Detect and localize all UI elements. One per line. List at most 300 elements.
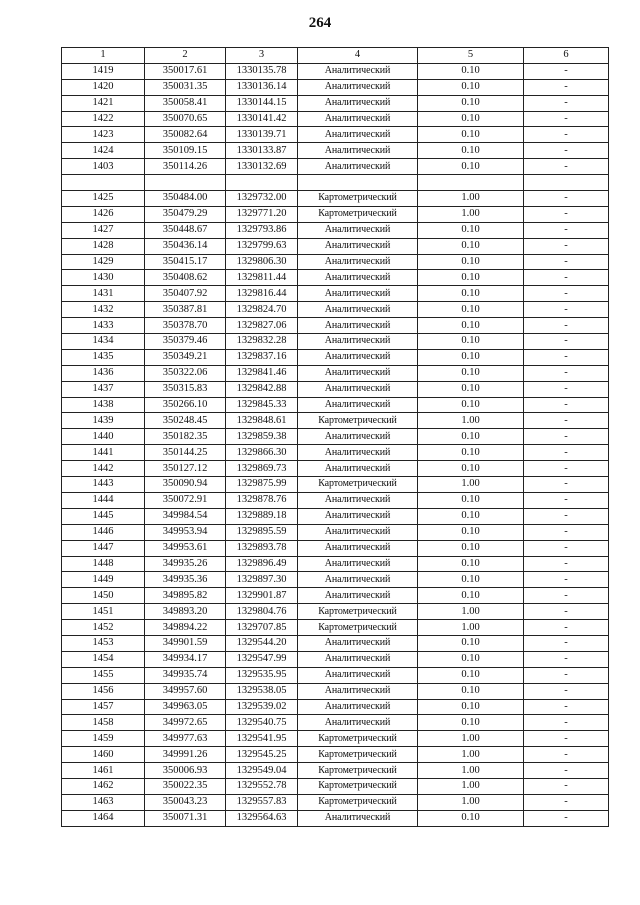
table-row bbox=[62, 302, 609, 318]
cell-note: - bbox=[524, 63, 609, 79]
cell-note: - bbox=[524, 524, 609, 540]
cell-accuracy: 1.00 bbox=[418, 778, 524, 794]
table-row bbox=[62, 191, 609, 207]
cell-point-number: 1447 bbox=[62, 540, 145, 556]
cell-method: Аналитический bbox=[298, 810, 418, 826]
cell-x-coordinate: 350090.94 bbox=[145, 477, 226, 493]
cell-x-coordinate: 350248.45 bbox=[145, 413, 226, 429]
cell-accuracy: 0.10 bbox=[418, 63, 524, 79]
cell-note: - bbox=[524, 477, 609, 493]
cell-note: - bbox=[524, 381, 609, 397]
cell-x-coordinate: 349991.26 bbox=[145, 747, 226, 763]
table-row bbox=[62, 318, 609, 334]
table-row bbox=[62, 667, 609, 683]
cell-note: - bbox=[524, 397, 609, 413]
table-row bbox=[62, 477, 609, 493]
cell-y-coordinate: 1329893.78 bbox=[226, 540, 298, 556]
cell-y-coordinate: 1329545.25 bbox=[226, 747, 298, 763]
cell-note: - bbox=[524, 715, 609, 731]
cell-point-number: 1432 bbox=[62, 302, 145, 318]
cell-accuracy: 0.10 bbox=[418, 492, 524, 508]
cell-note: - bbox=[524, 763, 609, 779]
header-cell-4: 4 bbox=[298, 48, 418, 64]
table-row bbox=[62, 349, 609, 365]
cell-note: - bbox=[524, 651, 609, 667]
cell-note: - bbox=[524, 731, 609, 747]
cell-accuracy: 0.10 bbox=[418, 397, 524, 413]
cell-note bbox=[524, 175, 609, 191]
cell-note: - bbox=[524, 127, 609, 143]
cell-x-coordinate: 349895.82 bbox=[145, 588, 226, 604]
cell-y-coordinate: 1329552.78 bbox=[226, 778, 298, 794]
table-row bbox=[62, 365, 609, 381]
cell-point-number: 1436 bbox=[62, 365, 145, 381]
cell-x-coordinate: 349963.05 bbox=[145, 699, 226, 715]
header-row bbox=[62, 48, 609, 64]
cell-y-coordinate: 1329841.46 bbox=[226, 365, 298, 381]
cell-point-number: 1453 bbox=[62, 635, 145, 651]
cell-method: Аналитический bbox=[298, 159, 418, 175]
cell-method: Аналитический bbox=[298, 445, 418, 461]
cell-method: Аналитический bbox=[298, 540, 418, 556]
cell-x-coordinate: 350322.06 bbox=[145, 365, 226, 381]
table-row bbox=[62, 206, 609, 222]
cell-y-coordinate: 1329732.00 bbox=[226, 191, 298, 207]
cell-note: - bbox=[524, 572, 609, 588]
cell-y-coordinate: 1329811.44 bbox=[226, 270, 298, 286]
cell-x-coordinate: 349935.26 bbox=[145, 556, 226, 572]
cell-point-number: 1460 bbox=[62, 747, 145, 763]
cell-method: Аналитический bbox=[298, 715, 418, 731]
cell-note: - bbox=[524, 683, 609, 699]
cell-point-number: 1430 bbox=[62, 270, 145, 286]
cell-x-coordinate: 349953.94 bbox=[145, 524, 226, 540]
cell-accuracy: 0.10 bbox=[418, 302, 524, 318]
cell-note: - bbox=[524, 365, 609, 381]
cell-method: Аналитический bbox=[298, 302, 418, 318]
cell-point-number: 1449 bbox=[62, 572, 145, 588]
cell-x-coordinate: 349957.60 bbox=[145, 683, 226, 699]
cell-x-coordinate: 350070.65 bbox=[145, 111, 226, 127]
cell-point-number: 1452 bbox=[62, 620, 145, 636]
table-row bbox=[62, 127, 609, 143]
page-number: 264 bbox=[308, 15, 332, 31]
cell-accuracy: 0.10 bbox=[418, 556, 524, 572]
cell-point-number: 1463 bbox=[62, 794, 145, 810]
cell-method: Аналитический bbox=[298, 492, 418, 508]
cell-accuracy: 0.10 bbox=[418, 588, 524, 604]
cell-x-coordinate: 349977.63 bbox=[145, 731, 226, 747]
cell-y-coordinate: 1329859.38 bbox=[226, 429, 298, 445]
cell-x-coordinate: 350114.26 bbox=[145, 159, 226, 175]
cell-x-coordinate: 350479.29 bbox=[145, 206, 226, 222]
cell-accuracy: 0.10 bbox=[418, 318, 524, 334]
cell-point-number bbox=[62, 175, 145, 191]
cell-accuracy: 0.10 bbox=[418, 143, 524, 159]
cell-y-coordinate: 1330139.71 bbox=[226, 127, 298, 143]
cell-accuracy: 0.10 bbox=[418, 334, 524, 350]
cell-note: - bbox=[524, 540, 609, 556]
cell-method: Картометрический bbox=[298, 206, 418, 222]
cell-point-number: 1431 bbox=[62, 286, 145, 302]
cell-method: Аналитический bbox=[298, 270, 418, 286]
cell-accuracy: 0.10 bbox=[418, 381, 524, 397]
cell-method: Картометрический bbox=[298, 604, 418, 620]
cell-x-coordinate: 350408.62 bbox=[145, 270, 226, 286]
cell-method: Картометрический bbox=[298, 191, 418, 207]
cell-x-coordinate: 350379.46 bbox=[145, 334, 226, 350]
cell-x-coordinate: 349935.36 bbox=[145, 572, 226, 588]
table-row bbox=[62, 79, 609, 95]
cell-accuracy: 0.10 bbox=[418, 95, 524, 111]
cell-x-coordinate: 349935.74 bbox=[145, 667, 226, 683]
cell-method: Аналитический bbox=[298, 556, 418, 572]
cell-accuracy: 0.10 bbox=[418, 238, 524, 254]
cell-accuracy: 1.00 bbox=[418, 191, 524, 207]
cell-method: Аналитический bbox=[298, 397, 418, 413]
cell-point-number: 1461 bbox=[62, 763, 145, 779]
cell-y-coordinate: 1330133.87 bbox=[226, 143, 298, 159]
table-row bbox=[62, 651, 609, 667]
cell-point-number: 1433 bbox=[62, 318, 145, 334]
cell-point-number: 1427 bbox=[62, 222, 145, 238]
cell-point-number: 1442 bbox=[62, 461, 145, 477]
cell-point-number: 1428 bbox=[62, 238, 145, 254]
cell-note: - bbox=[524, 413, 609, 429]
cell-accuracy: 0.10 bbox=[418, 254, 524, 270]
cell-y-coordinate: 1329901.87 bbox=[226, 588, 298, 604]
cell-x-coordinate: 349893.20 bbox=[145, 604, 226, 620]
table-row bbox=[62, 254, 609, 270]
cell-y-coordinate: 1329827.06 bbox=[226, 318, 298, 334]
cell-x-coordinate: 349953.61 bbox=[145, 540, 226, 556]
cell-y-coordinate: 1329771.20 bbox=[226, 206, 298, 222]
table-row bbox=[62, 95, 609, 111]
cell-point-number: 1451 bbox=[62, 604, 145, 620]
cell-x-coordinate: 350043.23 bbox=[145, 794, 226, 810]
table-row bbox=[62, 540, 609, 556]
cell-x-coordinate: 350082.64 bbox=[145, 127, 226, 143]
cell-accuracy: 0.10 bbox=[418, 651, 524, 667]
cell-point-number: 1441 bbox=[62, 445, 145, 461]
cell-point-number: 1434 bbox=[62, 334, 145, 350]
cell-accuracy: 0.10 bbox=[418, 445, 524, 461]
cell-note: - bbox=[524, 334, 609, 350]
cell-x-coordinate: 350017.61 bbox=[145, 63, 226, 79]
cell-y-coordinate: 1329895.59 bbox=[226, 524, 298, 540]
cell-point-number: 1445 bbox=[62, 508, 145, 524]
table-row bbox=[62, 445, 609, 461]
cell-point-number: 1450 bbox=[62, 588, 145, 604]
table-row bbox=[62, 763, 609, 779]
cell-note: - bbox=[524, 254, 609, 270]
cell-note: - bbox=[524, 349, 609, 365]
cell-x-coordinate: 349984.54 bbox=[145, 508, 226, 524]
cell-x-coordinate: 349894.22 bbox=[145, 620, 226, 636]
cell-accuracy: 0.10 bbox=[418, 524, 524, 540]
cell-x-coordinate: 350031.35 bbox=[145, 79, 226, 95]
cell-note: - bbox=[524, 270, 609, 286]
cell-y-coordinate: 1329878.76 bbox=[226, 492, 298, 508]
cell-accuracy: 0.10 bbox=[418, 715, 524, 731]
header-cell-6: 6 bbox=[524, 48, 609, 64]
cell-note: - bbox=[524, 79, 609, 95]
cell-x-coordinate: 350436.14 bbox=[145, 238, 226, 254]
cell-point-number: 1454 bbox=[62, 651, 145, 667]
cell-point-number: 1458 bbox=[62, 715, 145, 731]
cell-accuracy: 0.10 bbox=[418, 508, 524, 524]
cell-point-number: 1423 bbox=[62, 127, 145, 143]
cell-y-coordinate: 1329544.20 bbox=[226, 635, 298, 651]
cell-method: Аналитический bbox=[298, 143, 418, 159]
cell-x-coordinate: 350071.31 bbox=[145, 810, 226, 826]
cell-note: - bbox=[524, 238, 609, 254]
cell-point-number: 1462 bbox=[62, 778, 145, 794]
table-row bbox=[62, 604, 609, 620]
cell-note: - bbox=[524, 508, 609, 524]
table-row bbox=[62, 286, 609, 302]
cell-method: Аналитический bbox=[298, 588, 418, 604]
cell-accuracy: 0.10 bbox=[418, 572, 524, 588]
cell-note: - bbox=[524, 810, 609, 826]
cell-method: Аналитический bbox=[298, 429, 418, 445]
cell-note: - bbox=[524, 318, 609, 334]
table-row bbox=[62, 778, 609, 794]
cell-note: - bbox=[524, 429, 609, 445]
cell-point-number: 1457 bbox=[62, 699, 145, 715]
cell-x-coordinate: 350378.70 bbox=[145, 318, 226, 334]
cell-y-coordinate: 1329549.04 bbox=[226, 763, 298, 779]
cell-note: - bbox=[524, 461, 609, 477]
cell-point-number: 1438 bbox=[62, 397, 145, 413]
cell-point-number: 1464 bbox=[62, 810, 145, 826]
cell-accuracy: 1.00 bbox=[418, 763, 524, 779]
cell-y-coordinate: 1329538.05 bbox=[226, 683, 298, 699]
cell-point-number: 1443 bbox=[62, 477, 145, 493]
cell-y-coordinate: 1329557.83 bbox=[226, 794, 298, 810]
cell-method bbox=[298, 175, 418, 191]
cell-x-coordinate: 350144.25 bbox=[145, 445, 226, 461]
cell-accuracy: 0.10 bbox=[418, 461, 524, 477]
table-row bbox=[62, 238, 609, 254]
cell-y-coordinate: 1329799.63 bbox=[226, 238, 298, 254]
cell-point-number: 1459 bbox=[62, 731, 145, 747]
cell-y-coordinate: 1330144.15 bbox=[226, 95, 298, 111]
cell-y-coordinate bbox=[226, 175, 298, 191]
cell-point-number: 1444 bbox=[62, 492, 145, 508]
table-body bbox=[62, 48, 609, 827]
cell-accuracy: 1.00 bbox=[418, 794, 524, 810]
cell-accuracy: 0.10 bbox=[418, 127, 524, 143]
cell-note: - bbox=[524, 794, 609, 810]
cell-y-coordinate: 1329845.33 bbox=[226, 397, 298, 413]
cell-x-coordinate: 350387.81 bbox=[145, 302, 226, 318]
cell-x-coordinate: 350127.12 bbox=[145, 461, 226, 477]
cell-accuracy: 1.00 bbox=[418, 747, 524, 763]
cell-y-coordinate: 1329837.16 bbox=[226, 349, 298, 365]
table-row bbox=[62, 381, 609, 397]
cell-point-number: 1456 bbox=[62, 683, 145, 699]
table-row bbox=[62, 572, 609, 588]
cell-method: Картометрический bbox=[298, 778, 418, 794]
table-row bbox=[62, 397, 609, 413]
cell-method: Аналитический bbox=[298, 334, 418, 350]
cell-accuracy: 0.10 bbox=[418, 429, 524, 445]
cell-note: - bbox=[524, 445, 609, 461]
cell-method: Аналитический bbox=[298, 127, 418, 143]
cell-y-coordinate: 1329547.99 bbox=[226, 651, 298, 667]
cell-point-number: 1455 bbox=[62, 667, 145, 683]
cell-accuracy: 0.10 bbox=[418, 683, 524, 699]
table-row bbox=[62, 461, 609, 477]
cell-note: - bbox=[524, 95, 609, 111]
cell-accuracy: 0.10 bbox=[418, 159, 524, 175]
table-row bbox=[62, 111, 609, 127]
header-cell-1: 1 bbox=[62, 48, 145, 64]
header-cell-5: 5 bbox=[418, 48, 524, 64]
cell-point-number: 1426 bbox=[62, 206, 145, 222]
cell-point-number: 1439 bbox=[62, 413, 145, 429]
cell-x-coordinate: 350484.00 bbox=[145, 191, 226, 207]
cell-y-coordinate: 1329896.49 bbox=[226, 556, 298, 572]
cell-note: - bbox=[524, 222, 609, 238]
cell-y-coordinate: 1329564.63 bbox=[226, 810, 298, 826]
table-row bbox=[62, 588, 609, 604]
cell-accuracy: 0.10 bbox=[418, 635, 524, 651]
cell-note: - bbox=[524, 699, 609, 715]
table-row bbox=[62, 270, 609, 286]
cell-x-coordinate: 350415.17 bbox=[145, 254, 226, 270]
table-row bbox=[62, 556, 609, 572]
table-row bbox=[62, 222, 609, 238]
cell-y-coordinate: 1329842.88 bbox=[226, 381, 298, 397]
cell-x-coordinate: 350022.35 bbox=[145, 778, 226, 794]
cell-method: Картометрический bbox=[298, 620, 418, 636]
cell-note: - bbox=[524, 302, 609, 318]
cell-method: Аналитический bbox=[298, 635, 418, 651]
table-row bbox=[62, 63, 609, 79]
cell-y-coordinate: 1329540.75 bbox=[226, 715, 298, 731]
cell-x-coordinate: 350349.21 bbox=[145, 349, 226, 365]
table-row bbox=[62, 794, 609, 810]
cell-point-number: 1437 bbox=[62, 381, 145, 397]
cell-y-coordinate: 1329804.76 bbox=[226, 604, 298, 620]
cell-note: - bbox=[524, 206, 609, 222]
cell-point-number: 1446 bbox=[62, 524, 145, 540]
cell-method: Аналитический bbox=[298, 318, 418, 334]
cell-point-number: 1429 bbox=[62, 254, 145, 270]
cell-x-coordinate: 350058.41 bbox=[145, 95, 226, 111]
cell-x-coordinate: 350109.15 bbox=[145, 143, 226, 159]
table-row bbox=[62, 683, 609, 699]
cell-note: - bbox=[524, 492, 609, 508]
table-row bbox=[62, 699, 609, 715]
cell-note: - bbox=[524, 556, 609, 572]
cell-x-coordinate: 350006.93 bbox=[145, 763, 226, 779]
cell-method: Аналитический bbox=[298, 524, 418, 540]
cell-method: Аналитический bbox=[298, 651, 418, 667]
cell-y-coordinate: 1329866.30 bbox=[226, 445, 298, 461]
cell-method: Аналитический bbox=[298, 79, 418, 95]
cell-accuracy: 1.00 bbox=[418, 477, 524, 493]
cell-x-coordinate: 349901.59 bbox=[145, 635, 226, 651]
cell-y-coordinate: 1329816.44 bbox=[226, 286, 298, 302]
table-row bbox=[62, 524, 609, 540]
table-row bbox=[62, 334, 609, 350]
cell-x-coordinate: 350315.83 bbox=[145, 381, 226, 397]
table-row bbox=[62, 715, 609, 731]
cell-x-coordinate: 349972.65 bbox=[145, 715, 226, 731]
header-cell-2: 2 bbox=[145, 48, 226, 64]
cell-x-coordinate: 350407.92 bbox=[145, 286, 226, 302]
cell-y-coordinate: 1329848.61 bbox=[226, 413, 298, 429]
table-row bbox=[62, 175, 609, 191]
cell-method: Аналитический bbox=[298, 95, 418, 111]
cell-y-coordinate: 1329539.02 bbox=[226, 699, 298, 715]
table-row bbox=[62, 635, 609, 651]
cell-method: Аналитический bbox=[298, 63, 418, 79]
header-cell-3: 3 bbox=[226, 48, 298, 64]
cell-y-coordinate: 1330132.69 bbox=[226, 159, 298, 175]
cell-note: - bbox=[524, 111, 609, 127]
cell-x-coordinate: 349934.17 bbox=[145, 651, 226, 667]
table-row bbox=[62, 731, 609, 747]
table-row bbox=[62, 747, 609, 763]
cell-method: Аналитический bbox=[298, 508, 418, 524]
cell-accuracy: 0.10 bbox=[418, 270, 524, 286]
cell-y-coordinate: 1329535.95 bbox=[226, 667, 298, 683]
table-row bbox=[62, 492, 609, 508]
cell-x-coordinate: 350182.35 bbox=[145, 429, 226, 445]
table-row bbox=[62, 143, 609, 159]
cell-note: - bbox=[524, 588, 609, 604]
cell-note: - bbox=[524, 635, 609, 651]
cell-x-coordinate: 350072.91 bbox=[145, 492, 226, 508]
cell-point-number: 1424 bbox=[62, 143, 145, 159]
table-row bbox=[62, 159, 609, 175]
cell-note: - bbox=[524, 159, 609, 175]
cell-method: Аналитический bbox=[298, 381, 418, 397]
cell-x-coordinate bbox=[145, 175, 226, 191]
cell-point-number: 1420 bbox=[62, 79, 145, 95]
table-row bbox=[62, 810, 609, 826]
cell-method: Картометрический bbox=[298, 731, 418, 747]
cell-accuracy: 0.10 bbox=[418, 286, 524, 302]
cell-method: Аналитический bbox=[298, 699, 418, 715]
cell-y-coordinate: 1329824.70 bbox=[226, 302, 298, 318]
cell-accuracy: 0.10 bbox=[418, 667, 524, 683]
cell-method: Аналитический bbox=[298, 572, 418, 588]
cell-y-coordinate: 1330135.78 bbox=[226, 63, 298, 79]
cell-method: Аналитический bbox=[298, 222, 418, 238]
cell-y-coordinate: 1329806.30 bbox=[226, 254, 298, 270]
cell-method: Аналитический bbox=[298, 254, 418, 270]
cell-y-coordinate: 1329707.85 bbox=[226, 620, 298, 636]
cell-method: Картометрический bbox=[298, 477, 418, 493]
cell-x-coordinate: 350266.10 bbox=[145, 397, 226, 413]
cell-accuracy: 0.10 bbox=[418, 79, 524, 95]
cell-note: - bbox=[524, 191, 609, 207]
cell-method: Картометрический bbox=[298, 413, 418, 429]
cell-accuracy: 1.00 bbox=[418, 731, 524, 747]
table-row bbox=[62, 620, 609, 636]
cell-method: Аналитический bbox=[298, 461, 418, 477]
cell-method: Аналитический bbox=[298, 111, 418, 127]
cell-note: - bbox=[524, 747, 609, 763]
cell-note: - bbox=[524, 778, 609, 794]
cell-x-coordinate: 350448.67 bbox=[145, 222, 226, 238]
cell-accuracy: 0.10 bbox=[418, 222, 524, 238]
